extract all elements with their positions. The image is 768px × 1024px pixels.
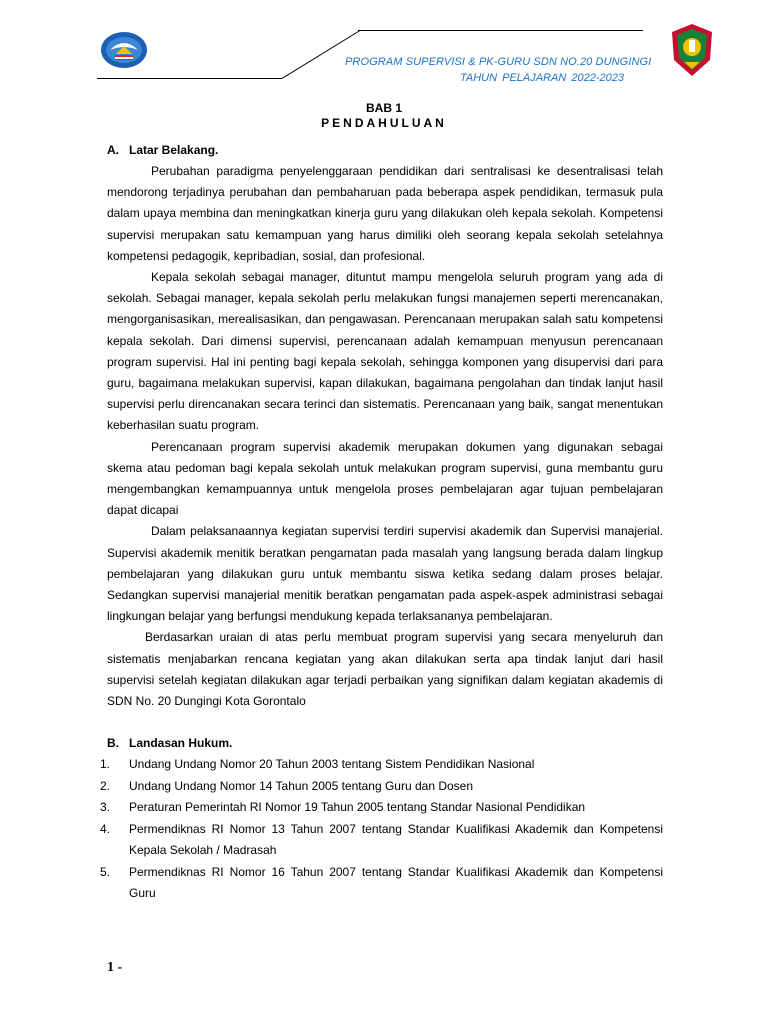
list-item-text: Peraturan Pemerintah RI Nomor 19 Tahun 2005 tentang Standar Nasional Pendidikan xyxy=(129,800,586,815)
header-program-title: PROGRAM SUPERVISI & PK-GURU SDN NO.20 DUNGINGI xyxy=(345,56,652,68)
header-rule-left xyxy=(97,78,282,79)
section-b-title: Landasan Hukum. xyxy=(129,736,233,751)
kota-gorontalo-emblem-icon xyxy=(668,22,716,78)
page-header xyxy=(0,0,768,100)
paragraph: Perubahan paradigma penyelenggaraan pendidikan dari sentralisasi ke desentralisasi telah mendorong terjadinya perubahan dan pembaharuan pada beberapa aspek pendidikan, termasuk pula dalam upaya membina dan meningkatkan kinerja guru yang dilakukan oleh kepala sekolah. Kompetensi supervisi merupakan satu kemampuan yang harus dimiliki oleh seorang kepala sekolah setelahnya kompetensi pedagogik, kepribadian, sosial, dan profesional. xyxy=(107,164,663,263)
paragraph: Dalam pelaksanaannya kegiatan supervisi terdiri supervisi akademik dan Supervisi manajerial. Supervisi akademik menitik beratkan pengamatan pada masalah yang langsung berada dalam lingkup pembelajaran yang dilakukan guru untuk membantu siswa ketika sedang dalam proses belajar. Sedangkan supervisi manajerial menitik beratkan pengamatan pada aspek-aspek administrasi sebagai lingkungan belajar yang berfungsi mendukung kepada terlaksananya pembelajaran. xyxy=(107,524,663,624)
list-item-text: Undang Undang Nomor 14 Tahun 2005 tentang Guru dan Dosen xyxy=(129,778,474,793)
list-item-number: 4. xyxy=(100,821,111,836)
list-item-text: Permendiknas RI Nomor 13 Tahun 2007 tentang Standar Kualifikasi Akademik dan Kompetensi Kepala Sekolah / Madrasah xyxy=(129,821,663,858)
list-item-number: 5. xyxy=(100,864,111,879)
header-school-year: TAHUN PELAJARAN 2022-2023 xyxy=(460,72,624,84)
section-a-title: Latar Belakang. xyxy=(129,143,219,157)
header-rule-top xyxy=(358,30,643,31)
section-b-letter: B. xyxy=(107,736,119,751)
header-rule-diagonal xyxy=(282,30,362,80)
chapter-title: PENDAHULUAN xyxy=(321,116,447,130)
list-item-text: Undang Undang Nomor 20 Tahun 2003 tentang Sistem Pendidikan Nasional xyxy=(129,757,535,772)
tut-wuri-handayani-logo-icon xyxy=(100,30,148,70)
paragraph: Berdasarkan uraian di atas perlu membuat program supervisi yang secara menyeluruh dan sistematis menjabarkan rencana kegiatan yang akan dilakukan serta apa tindak lanjut dari hasil supervisi setelah kegiatan dilakukan agar terjadi perbaikan yang signifikan dalam kegiatan akademis di SDN No. 20 Dungingi Kota Gorontalo xyxy=(107,630,663,709)
list-item xyxy=(100,797,663,819)
page-number: 1 - xyxy=(107,960,123,975)
list-item-text: Permendiknas RI Nomor 16 Tahun 2007 tentang Standar Kualifikasi Akademik dan Kompetensi Guru xyxy=(129,864,663,901)
list-item-number: 1. xyxy=(100,757,111,772)
section-a-letter: A. xyxy=(107,143,119,157)
list-item-number: 2. xyxy=(100,778,111,793)
list-item xyxy=(100,819,663,862)
legal-basis-list xyxy=(100,754,663,905)
paragraph: Kepala sekolah sebagai manager, dituntut mampu mengelola seluruh program yang ada di sekolah. Sebagai manager, kepala sekolah perlu melakukan fungsi manajemen seperti merencanakan, mengorganisasikan, merealisasikan, dan pengawasan. Perencanaan merupakan salah satu kompetensi kepala sekolah. Dari dimensi supervisi, perencanaan adalah kemampuan menyusun perencanaan program supervisi. Hal ini penting bagi kepala sekolah, sehingga komponen yang disupervisi dari para guru, bagaimana melakukan supervisi, kapan dilakukan, bagaimana pengolahan dan tindak lanjut hasil supervisi perlu direncanakan secara terinci dan sistematis. Perencanaan yang baik, sangat menentukan keberhasilan suatu program. xyxy=(107,270,663,433)
section-b-heading xyxy=(107,733,663,754)
paragraph: Perencanaan program supervisi akademik merupakan dokumen yang digunakan sebagai skema atau pedoman bagi kepala sekolah untuk melakukan program supervisi, guna membantu guru mengembangkan kemampuannya untuk mengelola proses pembelajaran agar tujuan pembelajaran dapat dicapai xyxy=(107,439,663,518)
list-item xyxy=(100,776,663,798)
document-body xyxy=(100,140,663,905)
list-item xyxy=(100,862,663,905)
chapter-number: BAB 1 xyxy=(365,101,402,115)
list-item xyxy=(100,754,663,776)
section-a-heading xyxy=(107,140,663,161)
list-item-number: 3. xyxy=(100,800,111,815)
